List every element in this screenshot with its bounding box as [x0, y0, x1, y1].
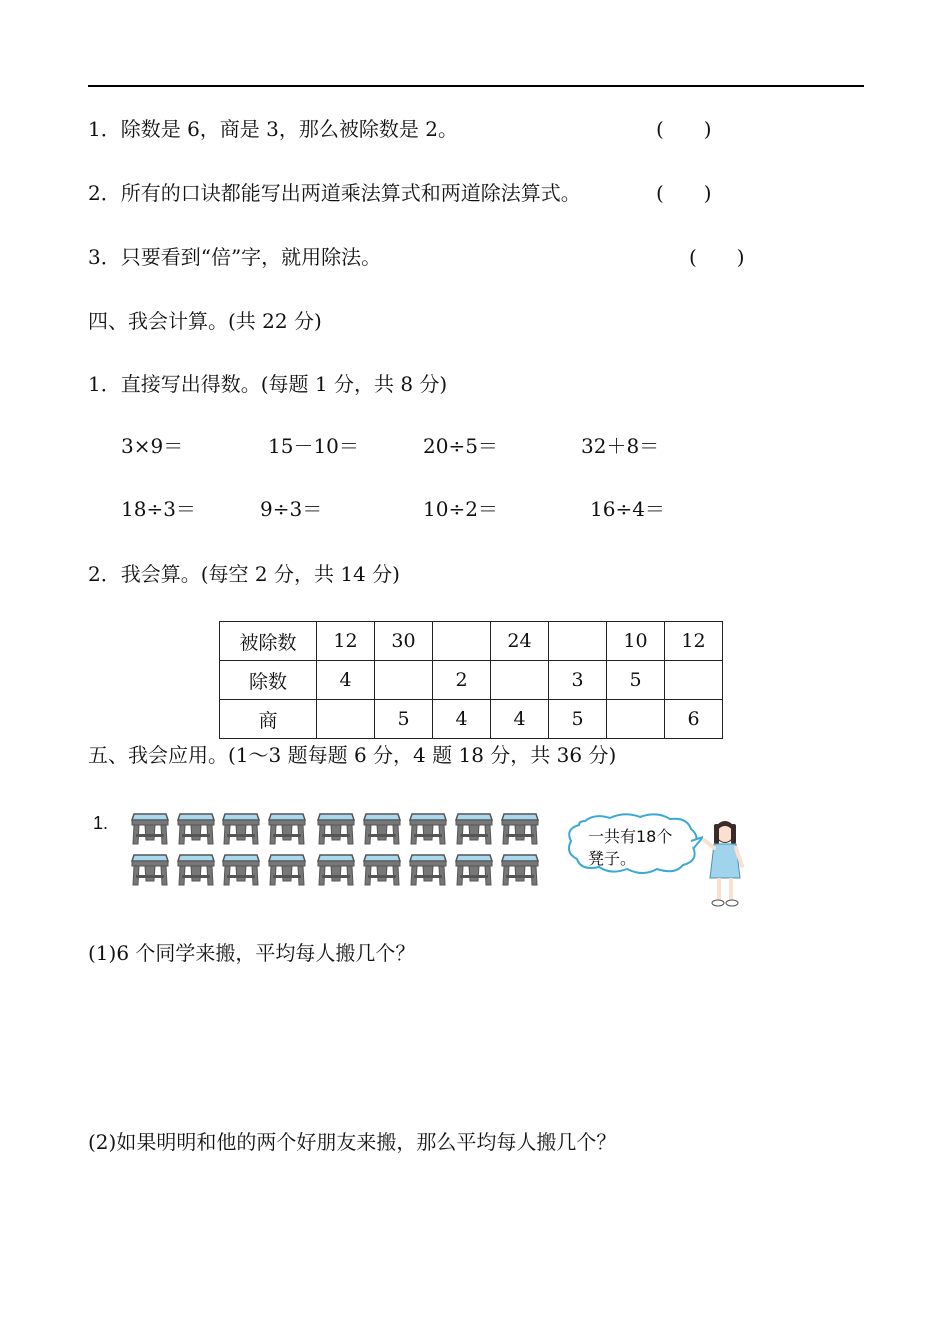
- calc-item: 9÷3＝: [260, 497, 323, 521]
- calc-item: 16÷4＝: [590, 497, 665, 521]
- table-cell[interactable]: [549, 622, 607, 661]
- stool-icon: [221, 851, 261, 887]
- stool-icon: [176, 810, 216, 846]
- stool-icon: [130, 851, 170, 887]
- stool-icon: [267, 851, 307, 887]
- stool-icon: [176, 851, 216, 887]
- table-cell[interactable]: 24: [491, 622, 549, 661]
- section-5-title: 五、我会应用。(1～3 题每题 6 分，4 题 18 分，共 36 分): [88, 743, 617, 767]
- table-cell[interactable]: [433, 622, 491, 661]
- stool-icon: [408, 810, 448, 846]
- table-cell[interactable]: 5: [607, 661, 665, 700]
- stool-icon: [267, 810, 307, 846]
- row-header: 商: [220, 700, 317, 739]
- speech-text: 一共有18个凳子。: [588, 827, 673, 868]
- table-cell[interactable]: [375, 661, 433, 700]
- girl-illustration-icon: [700, 818, 750, 910]
- table-cell[interactable]: 2: [433, 661, 491, 700]
- table-cell[interactable]: 12: [665, 622, 723, 661]
- table-cell[interactable]: 5: [375, 700, 433, 739]
- stool-icon: [362, 851, 402, 887]
- answer-paren-2[interactable]: ( ): [656, 181, 712, 205]
- judge-question-2: 2．所有的口诀都能写出两道乘法算式和两道除法算式。: [88, 181, 581, 205]
- table-cell[interactable]: 12: [317, 622, 375, 661]
- table-cell[interactable]: 4: [433, 700, 491, 739]
- stool-icon: [454, 810, 494, 846]
- calc-item: 20÷5＝: [423, 434, 498, 458]
- section-4-q1-title: 1．直接写出得数。(每题 1 分，共 8 分): [88, 372, 448, 396]
- stool-icon: [221, 810, 261, 846]
- division-table: [219, 621, 723, 739]
- table-cell[interactable]: 6: [665, 700, 723, 739]
- table-cell[interactable]: [491, 661, 549, 700]
- stool-icon: [500, 851, 540, 887]
- stool-icon: [362, 810, 402, 846]
- calc-item: 10÷2＝: [423, 497, 498, 521]
- table-row: [220, 661, 723, 700]
- row-header: 被除数: [220, 622, 317, 661]
- table-cell[interactable]: 5: [549, 700, 607, 739]
- judge-question-1: 1．除数是 6，商是 3，那么被除数是 2。: [88, 117, 458, 141]
- table-row: [220, 622, 723, 661]
- stool-icon: [408, 851, 448, 887]
- table-cell[interactable]: [317, 700, 375, 739]
- table-cell[interactable]: [607, 700, 665, 739]
- stool-icon: [316, 810, 356, 846]
- table-row: [220, 700, 723, 739]
- judge-question-3: 3．只要看到“倍”字，就用除法。: [88, 245, 382, 269]
- question-number: 1.: [93, 813, 109, 833]
- section-4-q2-title: 2．我会算。(每空 2 分，共 14 分): [88, 562, 400, 586]
- table-cell[interactable]: 4: [491, 700, 549, 739]
- calc-item: 15－10＝: [268, 434, 359, 458]
- table-cell[interactable]: 10: [607, 622, 665, 661]
- calc-item: 32＋8＝: [581, 434, 660, 458]
- sub-question-1: (1)6 个同学来搬，平均每人搬几个？: [88, 941, 416, 965]
- stool-icon: [130, 810, 170, 846]
- stool-icon: [316, 851, 356, 887]
- table-cell[interactable]: 30: [375, 622, 433, 661]
- calc-item: 18÷3＝: [121, 497, 196, 521]
- table-cell[interactable]: 3: [549, 661, 607, 700]
- row-header: 除数: [220, 661, 317, 700]
- sub-question-2: (2)如果明明和他的两个好朋友来搬，那么平均每人搬几个？: [88, 1130, 617, 1154]
- answer-paren-3[interactable]: ( ): [689, 245, 745, 269]
- table-cell[interactable]: 4: [317, 661, 375, 700]
- stool-icon: [454, 851, 494, 887]
- calc-item: 3×9＝: [121, 434, 184, 458]
- top-rule: [88, 85, 864, 87]
- stool-icon: [500, 810, 540, 846]
- answer-paren-1[interactable]: ( ): [656, 117, 712, 141]
- table-cell[interactable]: [665, 661, 723, 700]
- section-4-title: 四、我会计算。(共 22 分): [88, 309, 322, 333]
